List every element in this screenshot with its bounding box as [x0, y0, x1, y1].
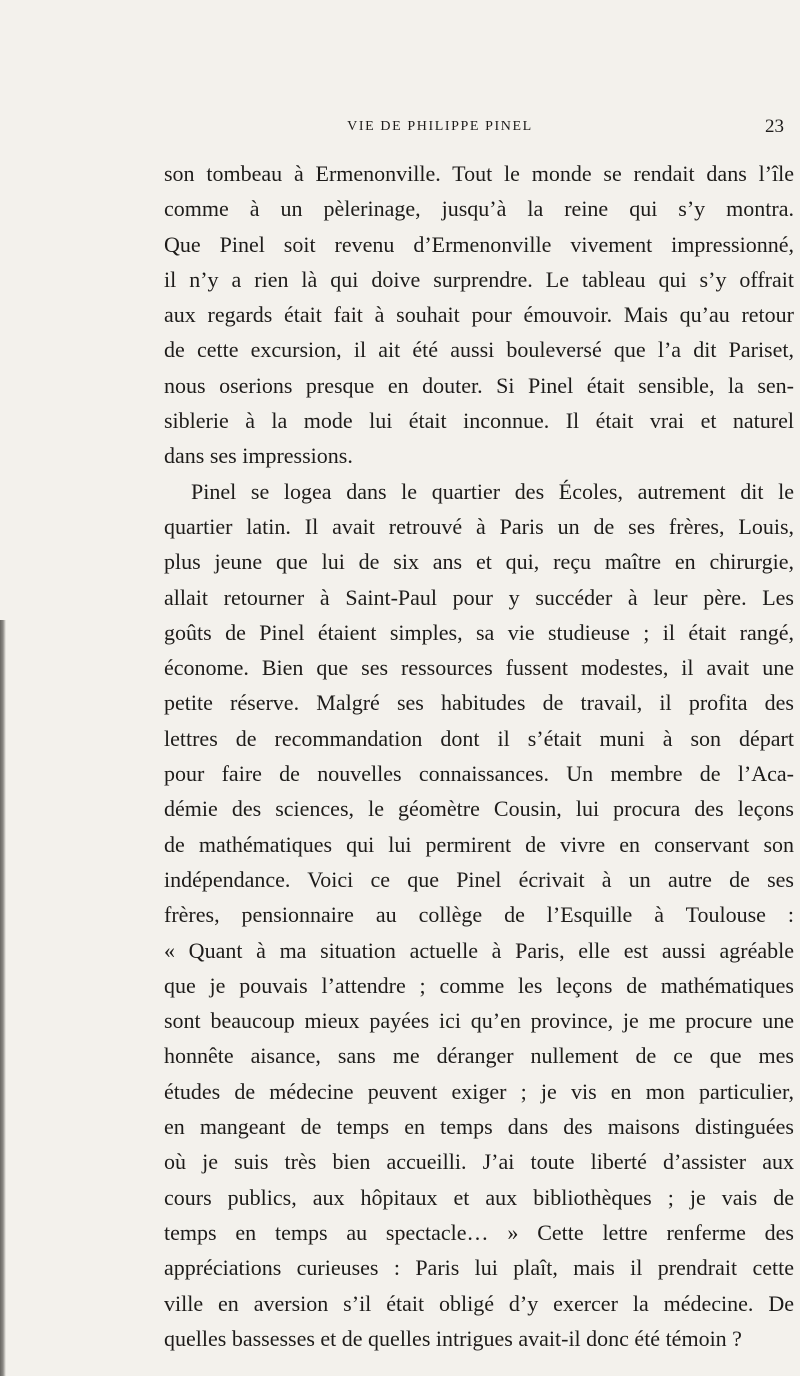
text-line: économe. Bien que ses ressources fussent modestes, il avait une — [164, 655, 794, 681]
text-line: que je pouvais l’attendre ; comme les leçons de mathématiques — [164, 972, 794, 998]
text-line: honnête aisance, sans me déranger nullement de ce que mes — [164, 1043, 794, 1069]
text-line: de cette excursion, il ait été aussi bouleversé que l’a dit Pariset, — [164, 337, 794, 363]
text-line: nous oserions presque en douter. Si Pinel était sensible, la sen- — [164, 372, 794, 398]
text-line: cours publics, aux hôpitaux et aux bibliothèques ; je vais de — [164, 1184, 794, 1210]
text-line: frères, pensionnaire au collège de l’Esquille à Toulouse : — [164, 902, 794, 928]
text-line: Que Pinel soit revenu d’Ermenonville vivement impressionné, — [164, 231, 794, 257]
text-line: aux regards était fait à souhait pour émouvoir. Mais qu’au retour — [164, 302, 794, 328]
text-line: dans ses impressions. — [164, 443, 353, 469]
text-line: il n’y a rien là qui doive surprendre. Le tableau qui s’y offrait — [164, 266, 794, 292]
running-header — [120, 117, 784, 141]
text-line: appréciations curieuses : Paris lui plaît, mais il prendrait cette — [164, 1255, 794, 1281]
running-title: VIE DE PHILIPPE PINEL — [347, 119, 533, 134]
text-line: plus jeune que lui de six ans et qui, reçu maître en chirurgie, — [164, 549, 794, 575]
text-line: comme à un pèlerinage, jusqu’à la reine qui s’y montra. — [164, 196, 794, 222]
text-line: de mathématiques qui lui permirent de vivre en conservant son — [164, 831, 794, 857]
text-line: goûts de Pinel étaient simples, sa vie studieuse ; il était rangé, — [164, 619, 794, 645]
text-line: quelles bassesses et de quelles intrigues avait-il donc été témoin ? — [164, 1325, 742, 1351]
page-number: 23 — [765, 116, 784, 137]
text-line: en mangeant de temps en temps dans des maisons distinguées — [164, 1114, 794, 1140]
text-line: lettres de recommandation dont il s’était muni à son départ — [164, 725, 794, 751]
text-line: sont beaucoup mieux payées ici qu’en province, je me procure une — [164, 1008, 794, 1034]
text-line: pour faire de nouvelles connaissances. Un membre de l’Aca- — [164, 761, 794, 787]
text-line: temps en temps au spectacle… » Cette lettre renferme des — [164, 1219, 794, 1245]
text-line: son tombeau à Ermenonville. Tout le monde se rendait dans l’île — [164, 161, 794, 186]
text-line: indépendance. Voici ce que Pinel écrivait à un autre de ses — [164, 866, 794, 892]
text-line: démie des sciences, le géomètre Cousin, lui procura des leçons — [164, 796, 794, 822]
page-edge-shadow — [0, 620, 6, 1376]
text-line: allait retourner à Saint-Paul pour y succéder à leur père. Les — [164, 584, 794, 610]
text-line: « Quant à ma situation actuelle à Paris, elle est aussi agréable — [164, 937, 794, 963]
text-line: siblerie à la mode lui était inconnue. Il était vrai et naturel — [164, 408, 794, 434]
text-line: Pinel se logea dans le quartier des Écoles, autrement dit le — [191, 478, 794, 504]
text-line: petite réserve. Malgré ses habitudes de travail, il profita des — [164, 690, 794, 716]
body-text — [164, 156, 794, 1356]
text-line: quartier latin. Il avait retrouvé à Paris un de ses frères, Louis, — [164, 513, 794, 539]
text-line: où je suis très bien accueilli. J’ai toute liberté d’assister aux — [164, 1149, 794, 1175]
text-line: ville en aversion s’il était obligé d’y exercer la médecine. De — [164, 1290, 794, 1316]
text-line: études de médecine peuvent exiger ; je vis en mon particulier, — [164, 1078, 794, 1104]
